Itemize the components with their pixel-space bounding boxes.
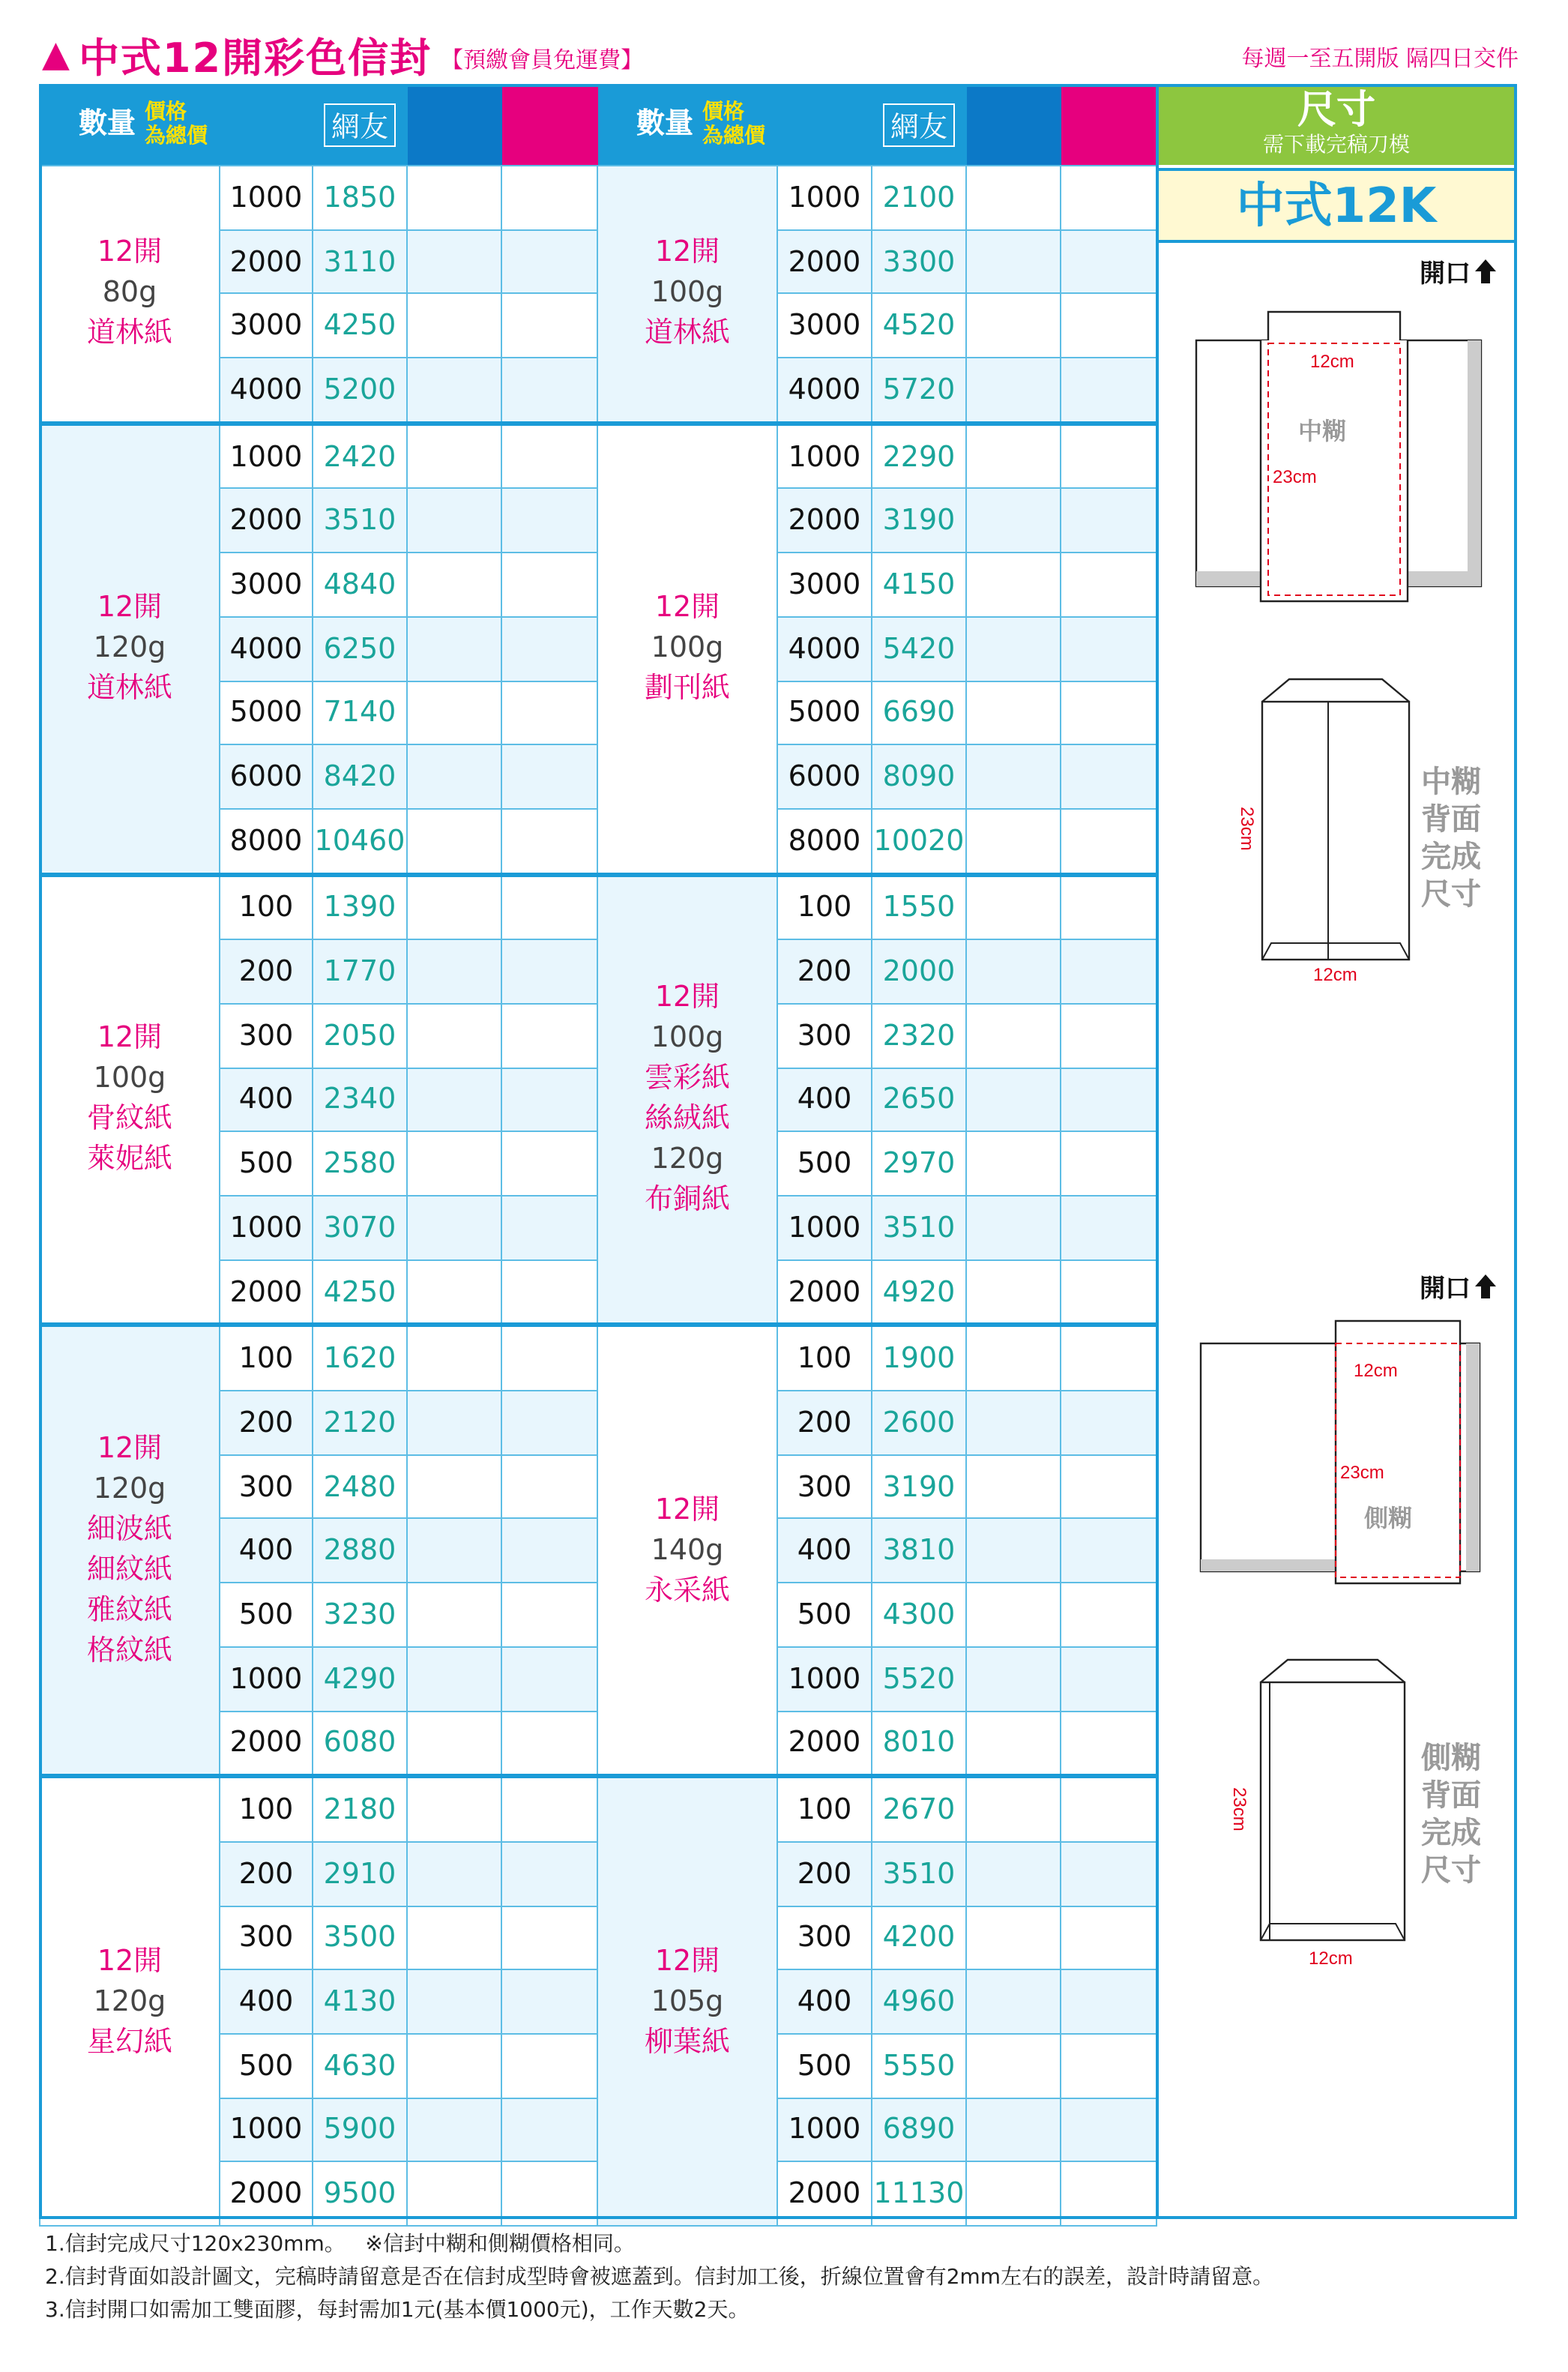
envelope-model: 中式12K <box>1159 168 1514 243</box>
quantity-cell: 300 <box>220 1004 313 1068</box>
net-price-cell: 3190 <box>872 489 966 553</box>
quantity-cell: 1000 <box>777 166 872 229</box>
paper-line: 細波紙 <box>86 1513 172 1547</box>
net-price-cell: 2120 <box>313 1391 407 1454</box>
size-subtitle: 需下載完稿刀模 <box>1263 133 1410 157</box>
paper-line: 萊妮紙 <box>86 1143 172 1176</box>
quantity-cell: 100 <box>220 874 313 939</box>
net-price-cell: 5520 <box>872 1647 966 1711</box>
up-arrow-icon <box>1474 258 1498 285</box>
paper-line: 12開 <box>654 235 720 269</box>
net-price-cell: 2100 <box>872 166 966 229</box>
net-price-cell: 11130 <box>872 2162 966 2226</box>
paper-line: 100g <box>651 276 724 310</box>
opening-label <box>1420 252 1498 289</box>
price-note-line: 為總價 <box>702 124 766 148</box>
quantity-cell: 400 <box>220 1519 313 1583</box>
price-note-line: 價格 <box>702 100 745 124</box>
quantity-cell: 1000 <box>777 1647 872 1711</box>
paper-line: 12開 <box>97 235 163 269</box>
quantity-cell: 100 <box>777 874 872 939</box>
title-bar <box>42 27 643 81</box>
net-price-cell: 1390 <box>313 874 407 939</box>
center-glue-template <box>1193 307 1493 615</box>
caption-line: 背面 <box>1421 1777 1481 1813</box>
quantity-cell: 400 <box>220 1970 313 2034</box>
quantity-cell: 200 <box>777 1391 872 1454</box>
net-price-cell: 6250 <box>313 617 407 681</box>
quantity-cell: 200 <box>220 1391 313 1454</box>
net-price-cell: 6690 <box>872 681 966 744</box>
quantity-cell: 1000 <box>777 2098 872 2161</box>
net-price-cell: 5420 <box>872 617 966 681</box>
net-price-cell: 1620 <box>313 1325 407 1391</box>
caption-line: 完成 <box>1421 1814 1481 1850</box>
net-price-cell: 4300 <box>872 1583 966 1646</box>
net-price-cell: 8420 <box>313 744 407 808</box>
paper-line: 雅紋紙 <box>86 1594 172 1628</box>
up-arrow-icon <box>1474 1273 1498 1300</box>
quantity-cell: 6000 <box>777 744 872 808</box>
net-price-cell: 3070 <box>313 1196 407 1259</box>
net-price-cell: 2180 <box>313 1776 407 1841</box>
net-price-cell: 3510 <box>872 1196 966 1259</box>
paper-line: 120g <box>93 1984 166 2018</box>
quantity-cell: 2000 <box>777 229 872 293</box>
quantity-cell: 4000 <box>777 358 872 423</box>
paper-line: 星幻紙 <box>86 2025 172 2059</box>
quantity-cell: 4000 <box>777 617 872 681</box>
net-price-cell: 5200 <box>313 358 407 423</box>
net-price-cell: 2420 <box>313 424 407 489</box>
paper-line: 120g <box>93 631 166 665</box>
center-glue-label: 中糊 <box>1298 417 1347 445</box>
size-title: 尺寸 <box>1297 88 1375 133</box>
schedule-text: 每週一至五開版 隔四日交件 <box>1241 45 1519 72</box>
caption-line: 背面 <box>1421 801 1481 837</box>
quantity-cell: 300 <box>777 1906 872 1969</box>
quantity-cell: 3000 <box>220 553 313 616</box>
quantity-cell: 2000 <box>777 1259 872 1325</box>
size-header <box>1159 87 1514 165</box>
paper-line: 永采紙 <box>644 1574 730 1607</box>
paper-line: 劃刊紙 <box>644 672 730 705</box>
paper-line: 12開 <box>97 1944 163 1978</box>
quantity-cell: 1000 <box>220 2098 313 2161</box>
quantity-cell: 300 <box>220 1906 313 1969</box>
caption-line: 尺寸 <box>1421 1852 1481 1888</box>
paper-line: 12開 <box>97 591 163 624</box>
quantity-cell: 1000 <box>220 166 313 229</box>
qty-header-label: 數量 <box>636 107 694 140</box>
net-price-cell: 2000 <box>872 940 966 1004</box>
title-note: 【預繳會員免運費】 <box>441 46 644 73</box>
paper-line: 細紋紙 <box>86 1553 172 1587</box>
side-width-label: 12cm <box>1354 1361 1398 1381</box>
quantity-cell: 400 <box>220 1068 313 1131</box>
net-price-cell: 3510 <box>872 1842 966 1906</box>
paper-line: 骨紋紙 <box>86 1102 172 1136</box>
quantity-cell: 300 <box>777 1455 872 1519</box>
net-price-cell: 3300 <box>872 229 966 293</box>
price-note-line: 價格 <box>145 100 187 124</box>
note-line: 3.信封開口如需加工雙面膠，每封需加1元(基本價1000元)，工作天數2天。 <box>45 2299 750 2323</box>
net-price-cell: 4630 <box>313 2034 407 2098</box>
quantity-cell: 2000 <box>220 489 313 553</box>
note-line: 1.信封完成尺寸120x230mm。 ※信封中糊和側糊價格相同。 <box>45 2233 635 2257</box>
net-price-cell: 7140 <box>313 681 407 744</box>
net-price-cell: 2910 <box>313 1842 407 1906</box>
net-price-cell: 3190 <box>872 1455 966 1519</box>
back-width-label: 12cm <box>1313 965 1357 985</box>
paper-line: 120g <box>651 1143 724 1176</box>
caption-line: 完成 <box>1421 838 1481 874</box>
paper-line: 道林紙 <box>86 316 172 350</box>
net-price-cell: 6080 <box>313 1711 407 1776</box>
paper-line: 12開 <box>654 591 720 624</box>
net-price-cell: 2970 <box>872 1132 966 1196</box>
net-price-cell: 4520 <box>872 294 966 358</box>
net-price-cell: 4200 <box>872 1906 966 1969</box>
net-price-label: 網友 <box>883 103 955 146</box>
net-price-cell: 2880 <box>313 1519 407 1583</box>
paper-line: 120g <box>93 1472 166 1506</box>
price-note-line: 為總價 <box>145 124 208 148</box>
height-label: 23cm <box>1273 467 1317 487</box>
net-price-cell: 5900 <box>313 2098 407 2161</box>
quantity-cell: 2000 <box>220 1259 313 1325</box>
quantity-cell: 3000 <box>220 294 313 358</box>
quantity-cell: 6000 <box>220 744 313 808</box>
net-price-cell: 2670 <box>872 1776 966 1841</box>
paper-line: 12開 <box>654 1944 720 1978</box>
net-price-cell: 2340 <box>313 1068 407 1131</box>
page-title: 中式12開彩色信封 <box>78 35 432 82</box>
net-price-cell: 10020 <box>872 809 966 874</box>
quantity-cell: 4000 <box>220 617 313 681</box>
paper-line: 100g <box>651 1021 724 1055</box>
quantity-cell: 500 <box>777 2034 872 2098</box>
paper-line: 80g <box>102 276 157 310</box>
paper-line: 100g <box>93 1062 166 1095</box>
quantity-cell: 8000 <box>777 809 872 874</box>
quantity-cell: 2000 <box>777 489 872 553</box>
paper-line: 105g <box>651 1984 724 2018</box>
side-back-height-label: 23cm <box>1229 1787 1249 1831</box>
quantity-cell: 400 <box>777 1519 872 1583</box>
quantity-cell: 2000 <box>220 229 313 293</box>
quantity-cell: 3000 <box>777 553 872 616</box>
side-glue-back-diagram <box>1222 1655 1417 1978</box>
net-price-cell: 3110 <box>313 229 407 293</box>
paper-line: 柳葉紙 <box>644 2025 730 2059</box>
paper-line: 道林紙 <box>86 672 172 705</box>
quantity-cell: 400 <box>777 1970 872 2034</box>
side-back-caption <box>1421 1739 1481 1889</box>
net-price-cell: 3510 <box>313 489 407 553</box>
net-price-cell: 3500 <box>313 1906 407 1969</box>
net-price-cell: 9500 <box>313 2162 407 2226</box>
caption-line: 尺寸 <box>1421 876 1481 912</box>
quantity-cell: 1000 <box>777 424 872 489</box>
quantity-cell: 2000 <box>220 1711 313 1776</box>
quantity-cell: 3000 <box>777 294 872 358</box>
paper-line: 12開 <box>97 1432 163 1466</box>
triangle-icon: ▲ <box>42 33 70 75</box>
width-label: 12cm <box>1310 352 1354 372</box>
caption-line: 中糊 <box>1421 763 1481 799</box>
net-price-cell: 8090 <box>872 744 966 808</box>
side-height-label: 23cm <box>1340 1463 1384 1483</box>
quantity-cell: 200 <box>220 940 313 1004</box>
paper-line: 12開 <box>97 1021 163 1055</box>
paper-line: 絲絨紙 <box>644 1102 730 1136</box>
quantity-cell: 200 <box>777 940 872 1004</box>
paper-line: 140g <box>651 1533 724 1567</box>
quantity-cell: 2000 <box>777 2162 872 2226</box>
net-price-cell: 3810 <box>872 1519 966 1583</box>
paper-line: 布銅紙 <box>644 1183 730 1217</box>
paper-line: 100g <box>651 631 724 665</box>
net-price-cell: 5550 <box>872 2034 966 2098</box>
quantity-cell: 1000 <box>220 424 313 489</box>
paper-line: 12開 <box>654 981 720 1014</box>
back-height-label: 23cm <box>1237 807 1257 851</box>
side-glue-template <box>1196 1316 1489 1594</box>
net-price-cell: 4290 <box>313 1647 407 1711</box>
quantity-cell: 100 <box>777 1325 872 1391</box>
quantity-cell: 100 <box>220 1325 313 1391</box>
net-price-cell: 2050 <box>313 1004 407 1068</box>
quantity-cell: 1000 <box>220 1196 313 1259</box>
right-divider <box>1156 84 1159 2219</box>
note-line: 2.信封背面如設計圖文，完稿時請留意是否在信封成型時會被遮蓋到。信封加工後，折線位置會有2mm左右的誤差，設計時請留意。 <box>45 2266 1274 2290</box>
net-price-cell: 4960 <box>872 1970 966 2034</box>
net-price-cell: 1900 <box>872 1325 966 1391</box>
net-price-cell: 1550 <box>872 874 966 939</box>
net-price-cell: 5720 <box>872 358 966 423</box>
net-price-cell: 6890 <box>872 2098 966 2161</box>
net-price-cell: 3230 <box>313 1583 407 1646</box>
opening-text: 開口 <box>1420 1274 1471 1304</box>
quantity-cell: 500 <box>220 2034 313 2098</box>
quantity-cell: 1000 <box>777 1196 872 1259</box>
net-price-cell: 4130 <box>313 1970 407 2034</box>
net-price-cell: 4250 <box>313 294 407 358</box>
paper-line: 雲彩紙 <box>644 1062 730 1095</box>
quantity-cell: 500 <box>777 1132 872 1196</box>
opening-text: 開口 <box>1420 259 1471 289</box>
quantity-cell: 5000 <box>777 681 872 744</box>
quantity-cell: 100 <box>220 1776 313 1841</box>
quantity-cell: 4000 <box>220 358 313 423</box>
net-price-cell: 1770 <box>313 940 407 1004</box>
net-price-cell: 2320 <box>872 1004 966 1068</box>
net-price-cell: 8010 <box>872 1711 966 1776</box>
net-price-cell: 1850 <box>313 166 407 229</box>
quantity-cell: 200 <box>777 1842 872 1906</box>
quantity-cell: 2000 <box>777 1711 872 1776</box>
quantity-cell: 400 <box>777 1068 872 1131</box>
center-glue-back-diagram <box>1229 675 1424 997</box>
paper-line: 12開 <box>654 1493 720 1526</box>
net-price-cell: 4250 <box>313 1259 407 1325</box>
footer-notes <box>45 2228 1273 2327</box>
net-price-cell: 4920 <box>872 1259 966 1325</box>
side-glue-label: 側糊 <box>1364 1504 1413 1532</box>
side-back-width-label: 12cm <box>1309 1948 1353 1969</box>
quantity-cell: 300 <box>777 1004 872 1068</box>
caption-line: 側糊 <box>1421 1739 1481 1775</box>
net-price-cell: 4840 <box>313 553 407 616</box>
net-price-cell: 10460 <box>313 809 407 874</box>
quantity-cell: 8000 <box>220 809 313 874</box>
quantity-cell: 500 <box>220 1132 313 1196</box>
qty-header-label: 數量 <box>79 107 136 140</box>
center-back-caption <box>1421 763 1481 913</box>
paper-line: 格紋紙 <box>86 1634 172 1668</box>
quantity-cell: 5000 <box>220 681 313 744</box>
net-price-cell: 2600 <box>872 1391 966 1454</box>
opening-label-2 <box>1420 1267 1498 1304</box>
net-price-cell: 2650 <box>872 1068 966 1131</box>
quantity-cell: 1000 <box>220 1647 313 1711</box>
quantity-cell: 200 <box>220 1842 313 1906</box>
net-price-cell: 2480 <box>313 1455 407 1519</box>
quantity-cell: 500 <box>777 1583 872 1646</box>
quantity-cell: 100 <box>777 1776 872 1841</box>
quantity-cell: 2000 <box>220 2162 313 2226</box>
net-price-label: 網友 <box>324 103 396 146</box>
quantity-cell: 300 <box>220 1455 313 1519</box>
net-price-cell: 4150 <box>872 553 966 616</box>
paper-line: 道林紙 <box>644 316 730 350</box>
net-price-cell: 2290 <box>872 424 966 489</box>
net-price-cell: 2580 <box>313 1132 407 1196</box>
quantity-cell: 500 <box>220 1583 313 1646</box>
